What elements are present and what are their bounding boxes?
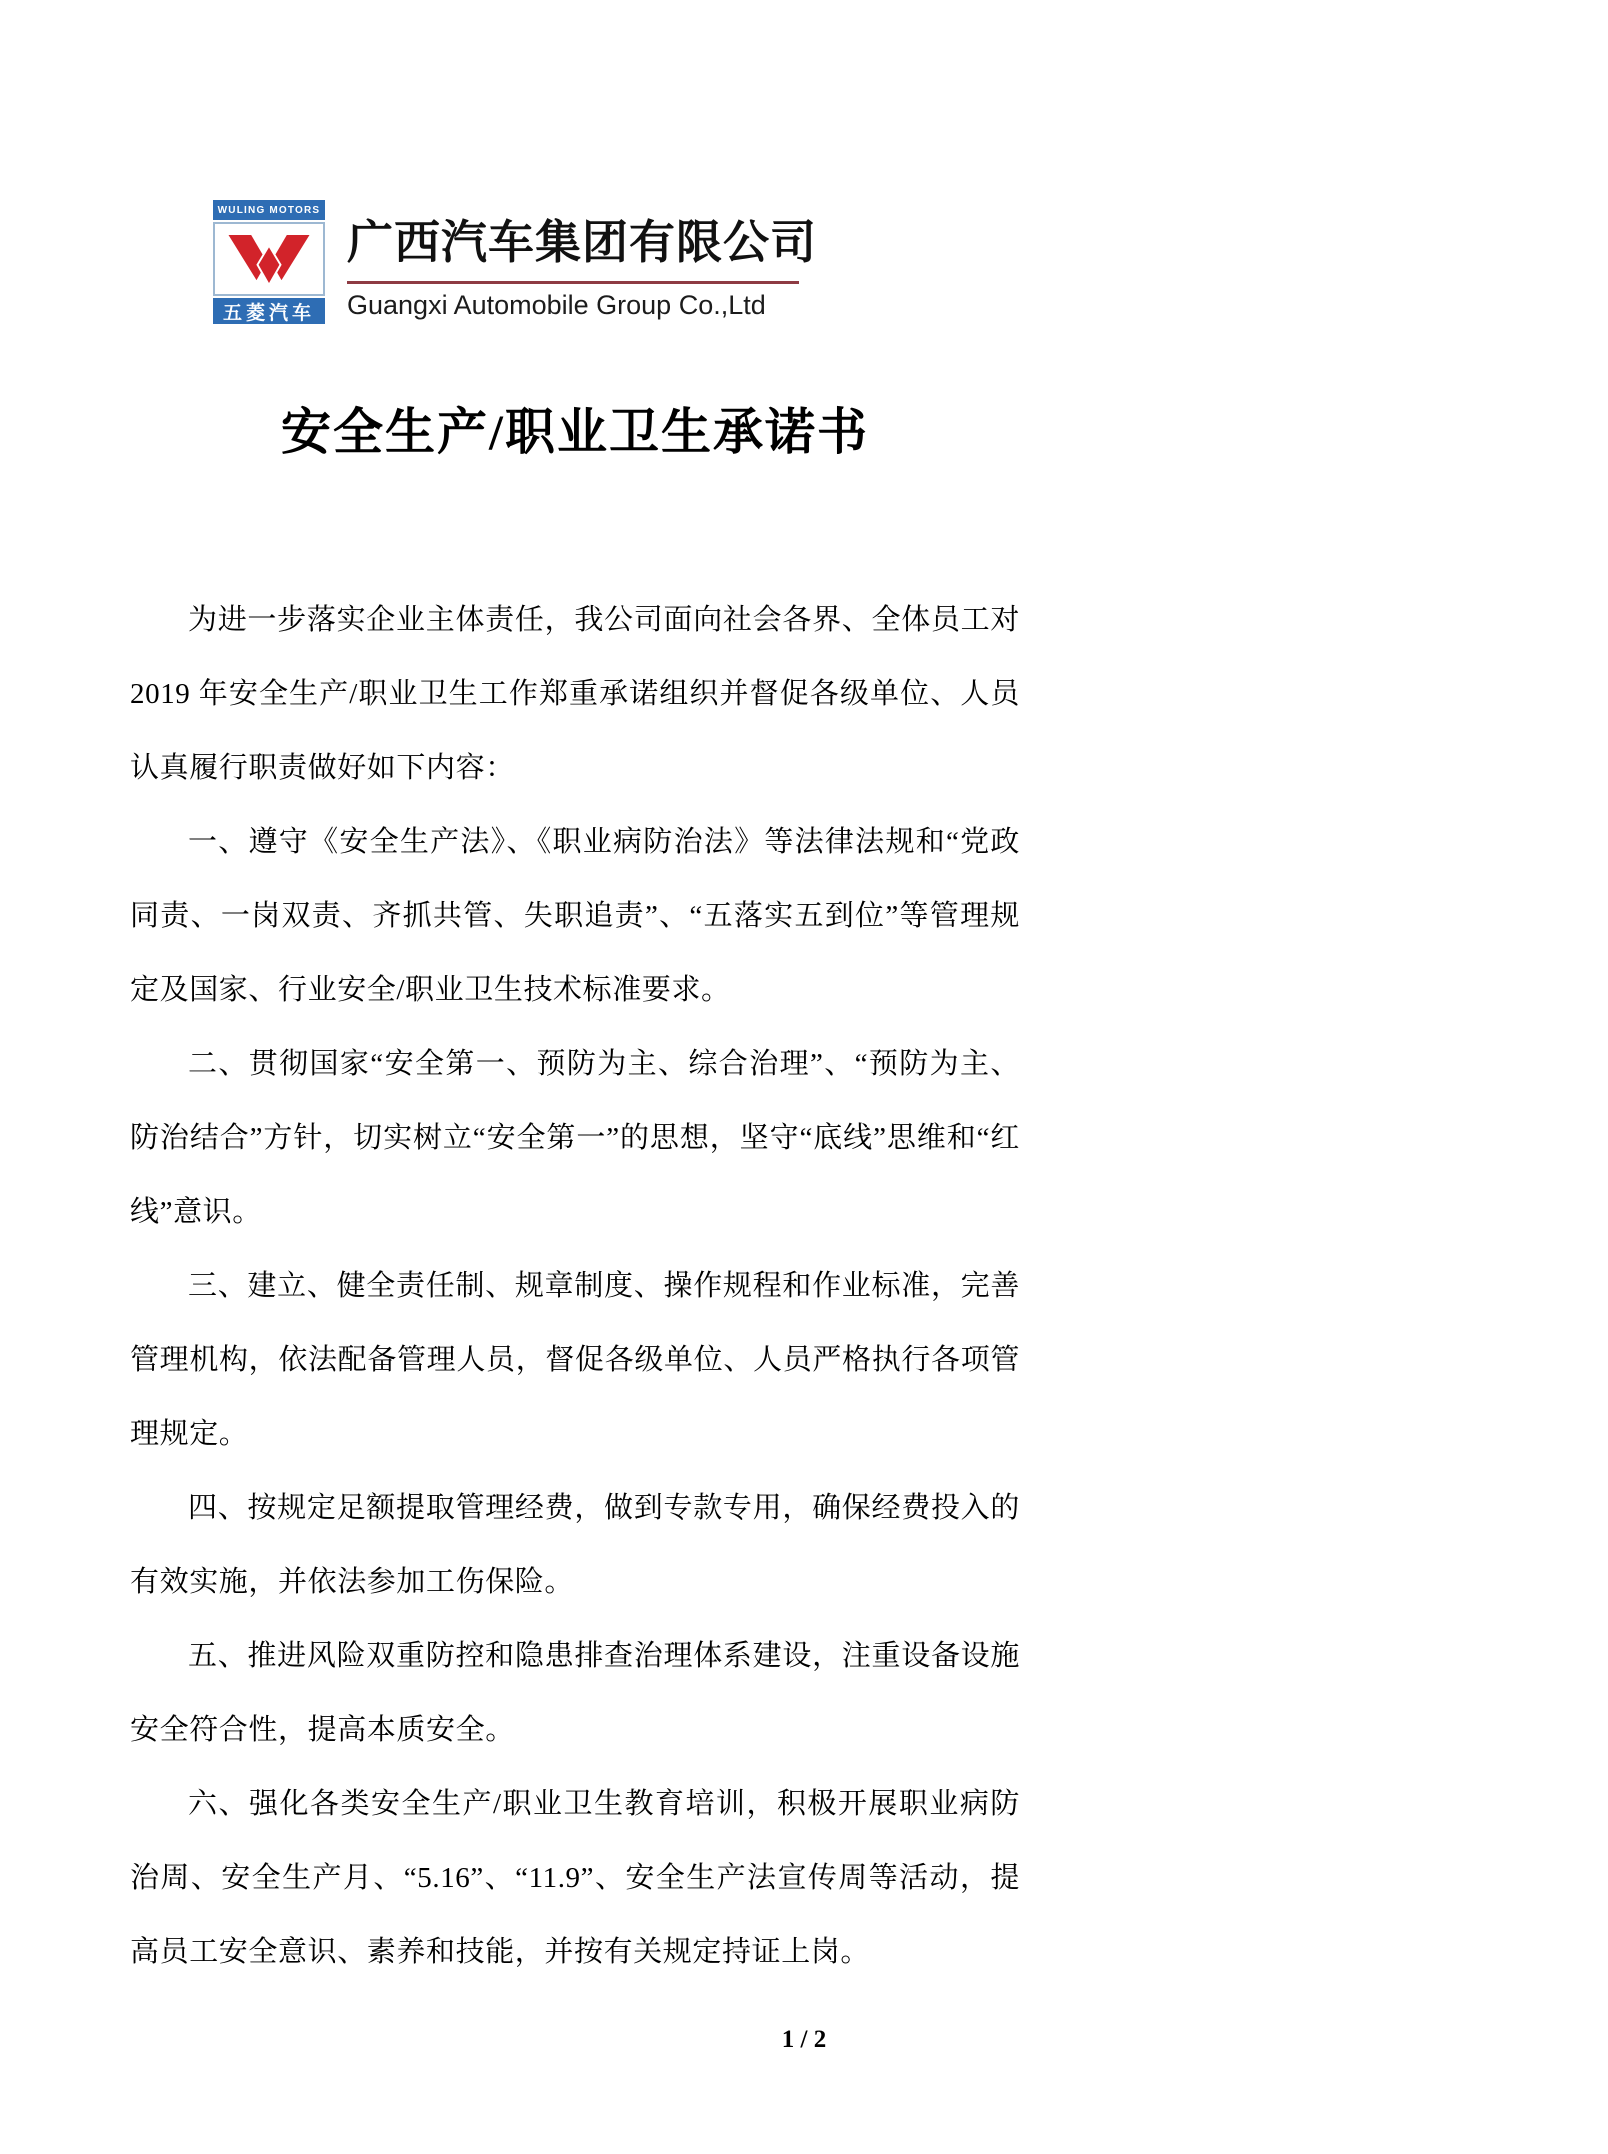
logo-top-bar-label: WULING MOTORS (213, 200, 325, 220)
logo-bottom-bar-label: 五菱汽车 (213, 298, 325, 324)
body-paragraph-item-5: 五、推进风险双重防控和隐患排查治理体系建设，注重设备设施安全符合性，提高本质安全。 (130, 1640, 1020, 1746)
document-title: 安全生产/职业卫生承诺书 (281, 404, 869, 460)
body-paragraph-item-1: 一、遵守《安全生产法》、《职业病防治法》等法律法规和“党政同责、一岗双责、齐抓共管、失职追责”、“五落实五到位”等管理规定及国家、行业安全/职业卫生技术标准要求。 (130, 826, 1020, 1006)
company-name-chinese: 广西汽车集团有限公司 (347, 216, 817, 268)
header-divider (347, 281, 799, 284)
body-paragraph-item-6: 六、强化各类安全生产/职业卫生教育培训，积极开展职业病防治周、安全生产月、“5.16”、“11.9”、安全生产法宣传周等活动，提高员工安全意识、素养和技能，并按有关规定持证上岗。 (130, 1788, 1020, 1968)
company-logo (213, 200, 325, 324)
body-paragraph-item-3: 三、建立、健全责任制、规章制度、操作规程和作业标准，完善管理机构，依法配备管理人员，督促各级单位、人员严格执行各项管理规定。 (130, 1270, 1020, 1450)
company-name-english: Guangxi Automobile Group Co.,Ltd (347, 290, 766, 320)
document-body (130, 583, 1020, 1989)
page-number: 1 / 2 (781, 2026, 827, 2053)
body-paragraph-intro: 为进一步落实企业主体责任，我公司面向社会各界、全体员工对 2019 年安全生产/职业卫生工作郑重承诺组织并督促各级单位、人员认真履行职责做好如下内容： (130, 604, 1020, 784)
wuling-w-emblem-icon (213, 222, 325, 296)
body-paragraph-item-2: 二、贯彻国家“安全第一、预防为主、综合治理”、“预防为主、防治结合”方针，切实树立“安全第一”的思想，坚守“底线”思维和“红线”意识。 (130, 1048, 1020, 1228)
body-paragraph-item-4: 四、按规定足额提取管理经费，做到专款专用，确保经费投入的有效实施，并依法参加工伤保险。 (130, 1492, 1020, 1598)
